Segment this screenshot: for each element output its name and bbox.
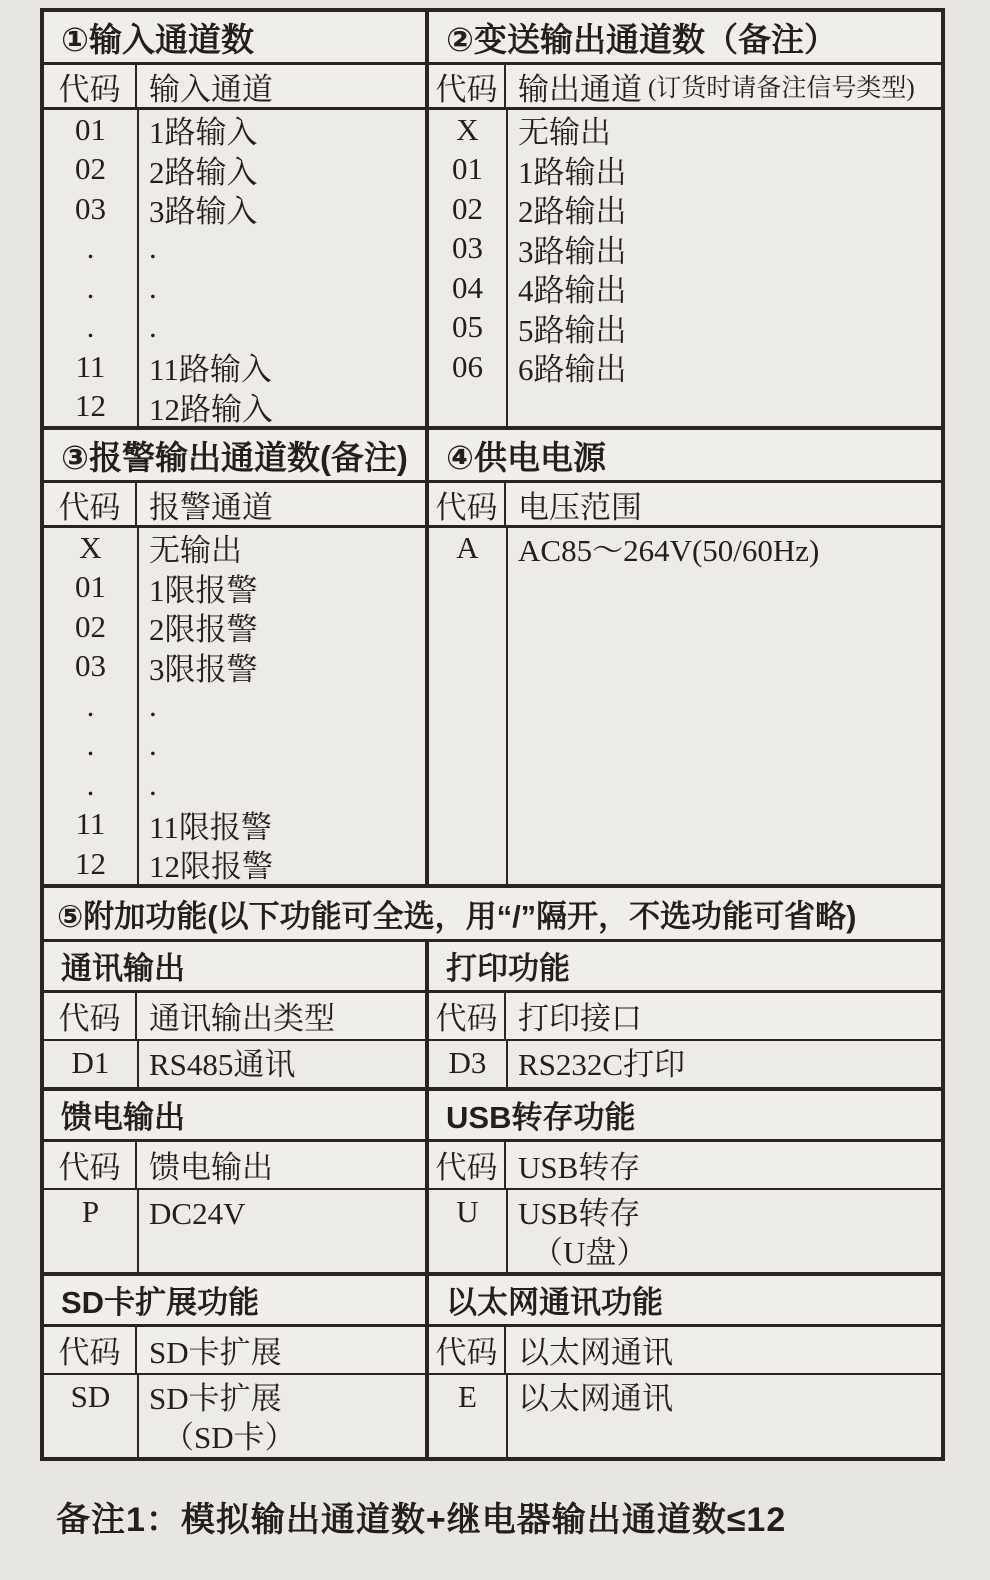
column-header-desc: SD卡扩展 bbox=[149, 1335, 282, 1370]
table-row bbox=[44, 150, 425, 190]
column-divider bbox=[506, 528, 508, 884]
desc-cell: 11限报警 bbox=[149, 809, 272, 845]
column-header-desc: 馈电输出 bbox=[149, 1150, 273, 1185]
code-cell: 03 bbox=[452, 230, 483, 266]
desc-line-1: USB转存 bbox=[518, 1195, 641, 1231]
desc-line-2: （U盘） bbox=[532, 1234, 648, 1270]
column-divider bbox=[506, 1190, 508, 1272]
column-divider bbox=[137, 110, 139, 426]
column-header-row bbox=[429, 483, 941, 528]
column-header-row bbox=[429, 1142, 941, 1190]
desc-cell bbox=[506, 1041, 941, 1087]
code-cell: . bbox=[86, 687, 95, 723]
column-header-desc-main: 输出通道 bbox=[518, 71, 642, 107]
desc-cell: 3路输入 bbox=[149, 194, 258, 230]
usb-transfer-body bbox=[429, 1190, 941, 1272]
print-body bbox=[429, 1041, 941, 1087]
section-power-supply bbox=[425, 430, 941, 884]
table-row bbox=[44, 844, 425, 884]
column-header-desc: 通讯输出类型 bbox=[149, 1001, 335, 1036]
column-header-row bbox=[44, 483, 425, 528]
section-title-input-channels: ①输入通道数 bbox=[44, 12, 425, 65]
group-ethernet bbox=[425, 1276, 941, 1457]
column-header-desc: 以太网通讯 bbox=[518, 1335, 673, 1370]
feed-output-body bbox=[44, 1190, 425, 1272]
column-header-desc: USB转存 bbox=[518, 1150, 641, 1185]
column-header-code: 代码 bbox=[44, 1142, 137, 1188]
rowgroup-5 bbox=[44, 1276, 941, 1457]
column-divider bbox=[137, 1041, 139, 1087]
group-sd-card bbox=[44, 1276, 425, 1457]
code-cell: 01 bbox=[452, 151, 483, 187]
column-header-row bbox=[44, 1327, 425, 1375]
table-row bbox=[44, 647, 425, 687]
column-header-desc-note: (订货时请备注信号类型) bbox=[648, 75, 915, 102]
code-cell: E bbox=[458, 1378, 477, 1414]
desc-cell: 12路输入 bbox=[149, 391, 273, 427]
code-cell: X bbox=[456, 111, 479, 147]
table-row bbox=[44, 387, 425, 427]
group-title-feed-output: 馈电输出 bbox=[44, 1091, 425, 1142]
section-title-additional-functions: ⑤附加功能(以下功能可全选，用“/”隔开，不选功能可省略) bbox=[44, 888, 941, 942]
section-title-alarm-output: ③报警输出通道数(备注) bbox=[44, 430, 425, 483]
column-header-row bbox=[429, 65, 941, 110]
table-row bbox=[44, 528, 425, 568]
section-alarm-output bbox=[44, 430, 425, 884]
column-divider bbox=[506, 110, 508, 426]
group-title-communication: 通讯输出 bbox=[44, 942, 425, 993]
desc-line-1: RS485通讯 bbox=[149, 1046, 296, 1082]
desc-cell: 2路输入 bbox=[149, 154, 258, 190]
sd-card-body bbox=[44, 1375, 425, 1457]
desc-cell: . bbox=[149, 687, 157, 723]
desc-cell: . bbox=[149, 269, 157, 305]
section-title-transmit-output: ②变送输出通道数（备注） bbox=[429, 12, 941, 65]
desc-cell: . bbox=[149, 230, 157, 266]
code-cell: 11 bbox=[75, 348, 106, 384]
group-print-function bbox=[425, 942, 941, 1087]
code-cell: 04 bbox=[452, 269, 483, 305]
column-header-code: 代码 bbox=[429, 1327, 506, 1373]
desc-cell: 1路输出 bbox=[518, 154, 627, 190]
desc-cell bbox=[506, 1190, 941, 1272]
desc-cell: 3限报警 bbox=[149, 651, 258, 687]
desc-cell: 无输出 bbox=[518, 115, 611, 151]
ethernet-body bbox=[429, 1375, 941, 1457]
code-cell: D3 bbox=[448, 1044, 487, 1080]
code-cell: 02 bbox=[452, 190, 483, 226]
code-cell: U bbox=[456, 1193, 479, 1229]
table-row bbox=[44, 726, 425, 766]
column-header-desc bbox=[506, 65, 941, 107]
desc-cell: 11路输入 bbox=[149, 352, 272, 388]
desc-cell: 1限报警 bbox=[149, 572, 258, 608]
table-row bbox=[44, 1041, 425, 1087]
column-divider bbox=[506, 1041, 508, 1087]
desc-cell: . bbox=[149, 766, 157, 802]
code-cell: 01 bbox=[75, 111, 106, 147]
transmit-output-body bbox=[429, 110, 941, 426]
footer-note: 备注1：模拟输出通道数+继电器输出通道数≤12 bbox=[56, 1501, 787, 1539]
column-header-row bbox=[44, 65, 425, 110]
desc-cell: 4路输出 bbox=[518, 273, 627, 309]
column-header-desc: 输入通道 bbox=[149, 71, 273, 107]
desc-cell bbox=[506, 1375, 941, 1421]
code-cell: 12 bbox=[75, 388, 106, 424]
column-header-desc: 电压范围 bbox=[518, 489, 642, 525]
desc-cell: 2路输出 bbox=[518, 194, 627, 230]
code-cell: A bbox=[456, 529, 479, 565]
rowgroup-2 bbox=[44, 430, 941, 888]
group-title-ethernet: 以太网通讯功能 bbox=[429, 1276, 941, 1327]
column-header-row bbox=[429, 993, 941, 1041]
code-cell: . bbox=[86, 309, 95, 345]
code-cell: . bbox=[86, 230, 95, 266]
column-header-desc: 打印接口 bbox=[518, 1001, 642, 1036]
column-header-desc: 报警通道 bbox=[149, 489, 273, 525]
table-row bbox=[44, 110, 425, 150]
code-cell: 11 bbox=[75, 806, 106, 842]
code-cell: . bbox=[86, 269, 95, 305]
communication-body bbox=[44, 1041, 425, 1087]
code-cell: . bbox=[86, 727, 95, 763]
column-header-code: 代码 bbox=[429, 65, 506, 107]
desc-cell bbox=[137, 1375, 425, 1457]
desc-line-1: RS232C打印 bbox=[518, 1046, 686, 1082]
model-selection-table bbox=[40, 8, 945, 1461]
input-channels-body bbox=[44, 110, 425, 426]
column-header-code: 代码 bbox=[44, 993, 137, 1039]
table-row bbox=[44, 1190, 425, 1236]
desc-cell: 2限报警 bbox=[149, 612, 258, 648]
group-title-sd-card: SD卡扩展功能 bbox=[44, 1276, 425, 1327]
section-transmit-output bbox=[425, 12, 941, 426]
column-header-code: 代码 bbox=[429, 1142, 506, 1188]
desc-cell: 无输出 bbox=[149, 533, 242, 569]
code-cell: 02 bbox=[75, 151, 106, 187]
group-feed-output bbox=[44, 1091, 425, 1272]
desc-cell: . bbox=[149, 309, 157, 345]
code-cell: P bbox=[81, 1193, 100, 1229]
table-row bbox=[44, 568, 425, 608]
desc-cell: . bbox=[149, 727, 157, 763]
group-usb-transfer bbox=[425, 1091, 941, 1272]
code-cell: X bbox=[79, 529, 102, 565]
desc-cell: 1路输入 bbox=[149, 115, 258, 151]
table-row bbox=[44, 1375, 425, 1457]
column-header-code: 代码 bbox=[44, 65, 137, 107]
group-communication-output bbox=[44, 942, 425, 1087]
column-header-code: 代码 bbox=[44, 1327, 137, 1373]
rowgroup-4 bbox=[44, 1091, 941, 1276]
column-divider bbox=[506, 1375, 508, 1457]
table-row bbox=[44, 268, 425, 308]
column-header-code: 代码 bbox=[429, 993, 506, 1039]
code-cell: SD bbox=[70, 1378, 111, 1414]
code-cell: 03 bbox=[75, 190, 106, 226]
table-row bbox=[44, 607, 425, 647]
desc-cell bbox=[137, 1190, 425, 1236]
desc-cell: 12限报警 bbox=[149, 849, 273, 885]
table-row bbox=[44, 686, 425, 726]
section-title-power-supply: ④供电电源 bbox=[429, 430, 941, 483]
desc-cell: 5路输出 bbox=[518, 312, 627, 348]
desc-line-1: SD卡扩展 bbox=[149, 1380, 282, 1416]
column-header-row bbox=[44, 1142, 425, 1190]
group-title-usb-transfer: USB转存功能 bbox=[429, 1091, 941, 1142]
table-row bbox=[44, 229, 425, 269]
table-row bbox=[44, 805, 425, 845]
rowgroup-3 bbox=[44, 942, 941, 1091]
table-row bbox=[44, 308, 425, 348]
code-cell: 01 bbox=[75, 569, 106, 605]
code-cell: 06 bbox=[452, 348, 483, 384]
table-row bbox=[44, 347, 425, 387]
desc-cell: 6路输出 bbox=[518, 352, 627, 388]
rowgroup-1 bbox=[44, 12, 941, 430]
desc-cell bbox=[137, 1041, 425, 1087]
desc-cell: 3路输出 bbox=[518, 233, 627, 269]
code-cell: 12 bbox=[75, 845, 106, 881]
alarm-output-body bbox=[44, 528, 425, 884]
code-cell: 03 bbox=[75, 648, 106, 684]
code-cell: . bbox=[86, 766, 95, 802]
code-cell: 02 bbox=[75, 608, 106, 644]
desc-line-2: （SD卡） bbox=[163, 1419, 296, 1455]
column-header-row bbox=[429, 1327, 941, 1375]
desc-line-1: DC24V bbox=[149, 1195, 246, 1231]
column-header-code: 代码 bbox=[429, 483, 506, 525]
column-header-row bbox=[44, 993, 425, 1041]
table-row bbox=[44, 765, 425, 805]
desc-line-1: 以太网通讯 bbox=[518, 1380, 673, 1416]
code-cell: D1 bbox=[71, 1044, 110, 1080]
column-divider bbox=[137, 1375, 139, 1457]
section-input-channels bbox=[44, 12, 425, 426]
power-supply-body bbox=[429, 528, 941, 884]
column-divider bbox=[137, 1190, 139, 1272]
code-cell: 05 bbox=[452, 309, 483, 345]
group-title-print: 打印功能 bbox=[429, 942, 941, 993]
column-header-code: 代码 bbox=[44, 483, 137, 525]
column-divider bbox=[137, 528, 139, 884]
table-row bbox=[44, 189, 425, 229]
desc-cell: AC85～264V(50/60Hz) bbox=[518, 533, 820, 569]
